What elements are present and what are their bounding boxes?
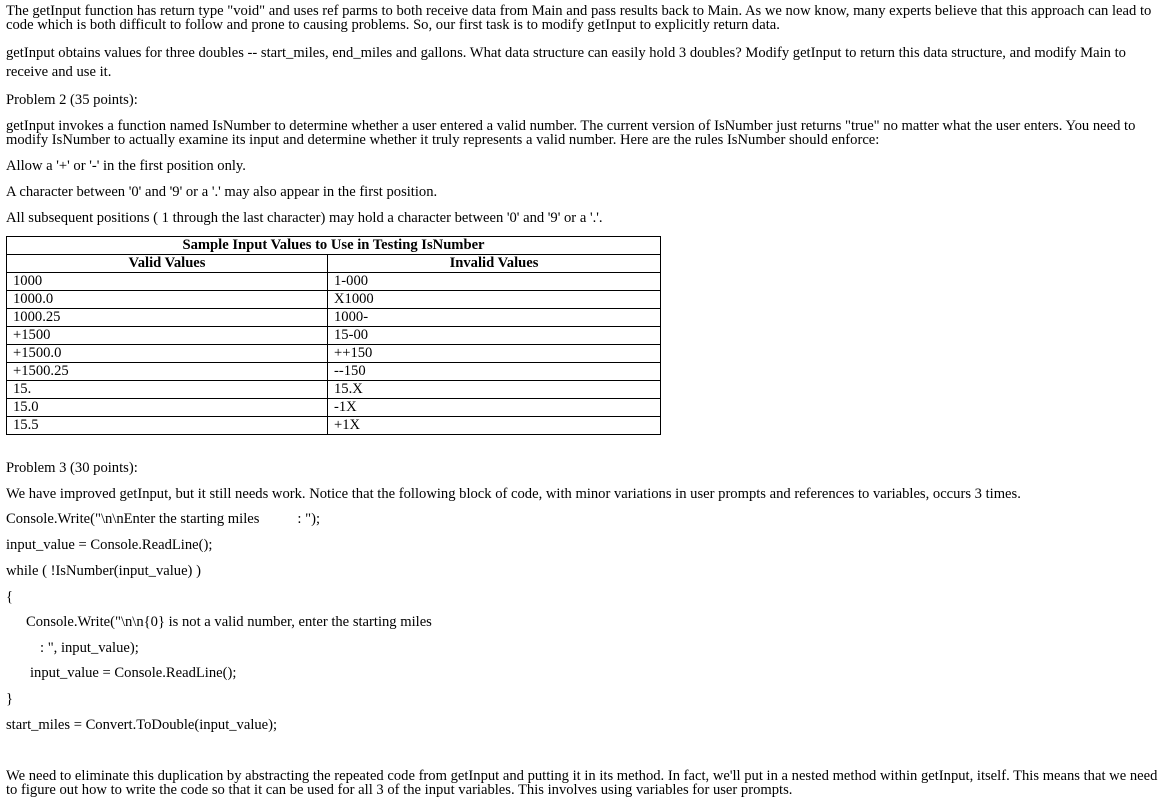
invalid-cell: 15.X <box>328 381 661 399</box>
invalid-cell: X1000 <box>328 291 661 309</box>
rule-3: All subsequent positions ( 1 through the last character) may hold a character between '0' and '9' or a '.'. <box>6 210 603 226</box>
table-row <box>7 327 661 345</box>
problem2-paragraph: getInput invokes a function named IsNumber to determine whether a user entered a valid number. The current version of IsNumber just returns "true" no matter what the user enters. You need to modify IsNumber to actually examine its input and determine whether it truly represents a valid number. Here are the rules IsNumber should enforce: <box>6 118 1136 148</box>
table-caption: Sample Input Values to Use in Testing IsNumber <box>7 237 661 255</box>
problem2-heading: Problem 2 (35 points): <box>6 92 138 108</box>
valid-cell: +1500.25 <box>7 363 328 381</box>
column-header-valid: Valid Values <box>7 255 328 273</box>
table-caption-row <box>7 237 661 255</box>
code-line-3: while ( !IsNumber(input_value) ) <box>6 563 201 579</box>
valid-cell: 15.5 <box>7 417 328 435</box>
code-line-1-part-a: Console.Write("\n\nEnter the starting miles <box>6 511 260 527</box>
table-header-row <box>7 255 661 273</box>
valid-cell: 15. <box>7 381 328 399</box>
valid-cell: 1000 <box>7 273 328 291</box>
intro-paragraph-1: The getInput function has return type "void" and uses ref parms to both receive data from Main and pass results back to Main. As we now know, many experts believe that this approach can lead to code which is both difficult to follow and prone to causing problems. So, our first task is to modify getInput to explicitly return data. <box>6 3 1152 33</box>
table-row <box>7 399 661 417</box>
problem3-heading: Problem 3 (30 points): <box>6 460 138 476</box>
code-line-6: : ", input_value); <box>40 640 139 656</box>
rule-2: A character between '0' and '9' or a '.' may also appear in the first position. <box>6 184 438 200</box>
sample-values-table <box>6 236 661 435</box>
rule-1: Allow a '+' or '-' in the first position only. <box>6 158 246 174</box>
table-row <box>7 345 661 363</box>
invalid-cell: --150 <box>328 363 661 381</box>
code-line-8: } <box>6 691 14 707</box>
problem3-paragraph: We have improved getInput, but it still needs work. Notice that the following block of code, with minor variations in user prompts and references to variables, occurs 3 times. <box>6 486 1021 502</box>
invalid-cell: ++150 <box>328 345 661 363</box>
invalid-cell: -1X <box>328 399 661 417</box>
code-line-9: start_miles = Convert.ToDouble(input_value); <box>6 717 278 733</box>
table-row <box>7 363 661 381</box>
table-row <box>7 381 661 399</box>
code-line-1 <box>6 511 320 528</box>
valid-cell: +1500.0 <box>7 345 328 363</box>
invalid-cell: +1X <box>328 417 661 435</box>
valid-cell: 1000.25 <box>7 309 328 327</box>
invalid-cell: 1000- <box>328 309 661 327</box>
table-row <box>7 291 661 309</box>
table-row <box>7 273 661 291</box>
code-line-1-part-b: : "); <box>297 511 320 527</box>
invalid-cell: 15-00 <box>328 327 661 345</box>
problem3-closing-paragraph: We need to eliminate this duplication by abstracting the repeated code from getInput and putting it in its method. In fact, we'll put in a nested method within getInput, itself. This means that we need to figure out how to write the code so that it can be used for all 3 of the input variables. This involves using variables for user prompts. <box>6 768 1158 798</box>
valid-cell: 15.0 <box>7 399 328 417</box>
table-row <box>7 309 661 327</box>
code-line-5: Console.Write("\n\n{0} is not a valid number, enter the starting miles <box>26 614 432 630</box>
code-line-7: input_value = Console.ReadLine(); <box>30 665 237 681</box>
intro-paragraph-2: getInput obtains values for three doubles -- start_miles, end_miles and gallons. What data structure can easily hold 3 doubles? Modify getInput to return this data structure, and modify Main to receive and use it. <box>6 45 1126 80</box>
column-header-invalid: Invalid Values <box>328 255 661 273</box>
code-line-4: { <box>6 589 14 605</box>
valid-cell: +1500 <box>7 327 328 345</box>
valid-cell: 1000.0 <box>7 291 328 309</box>
table-row <box>7 417 661 435</box>
code-line-2: input_value = Console.ReadLine(); <box>6 537 213 553</box>
invalid-cell: 1-000 <box>328 273 661 291</box>
